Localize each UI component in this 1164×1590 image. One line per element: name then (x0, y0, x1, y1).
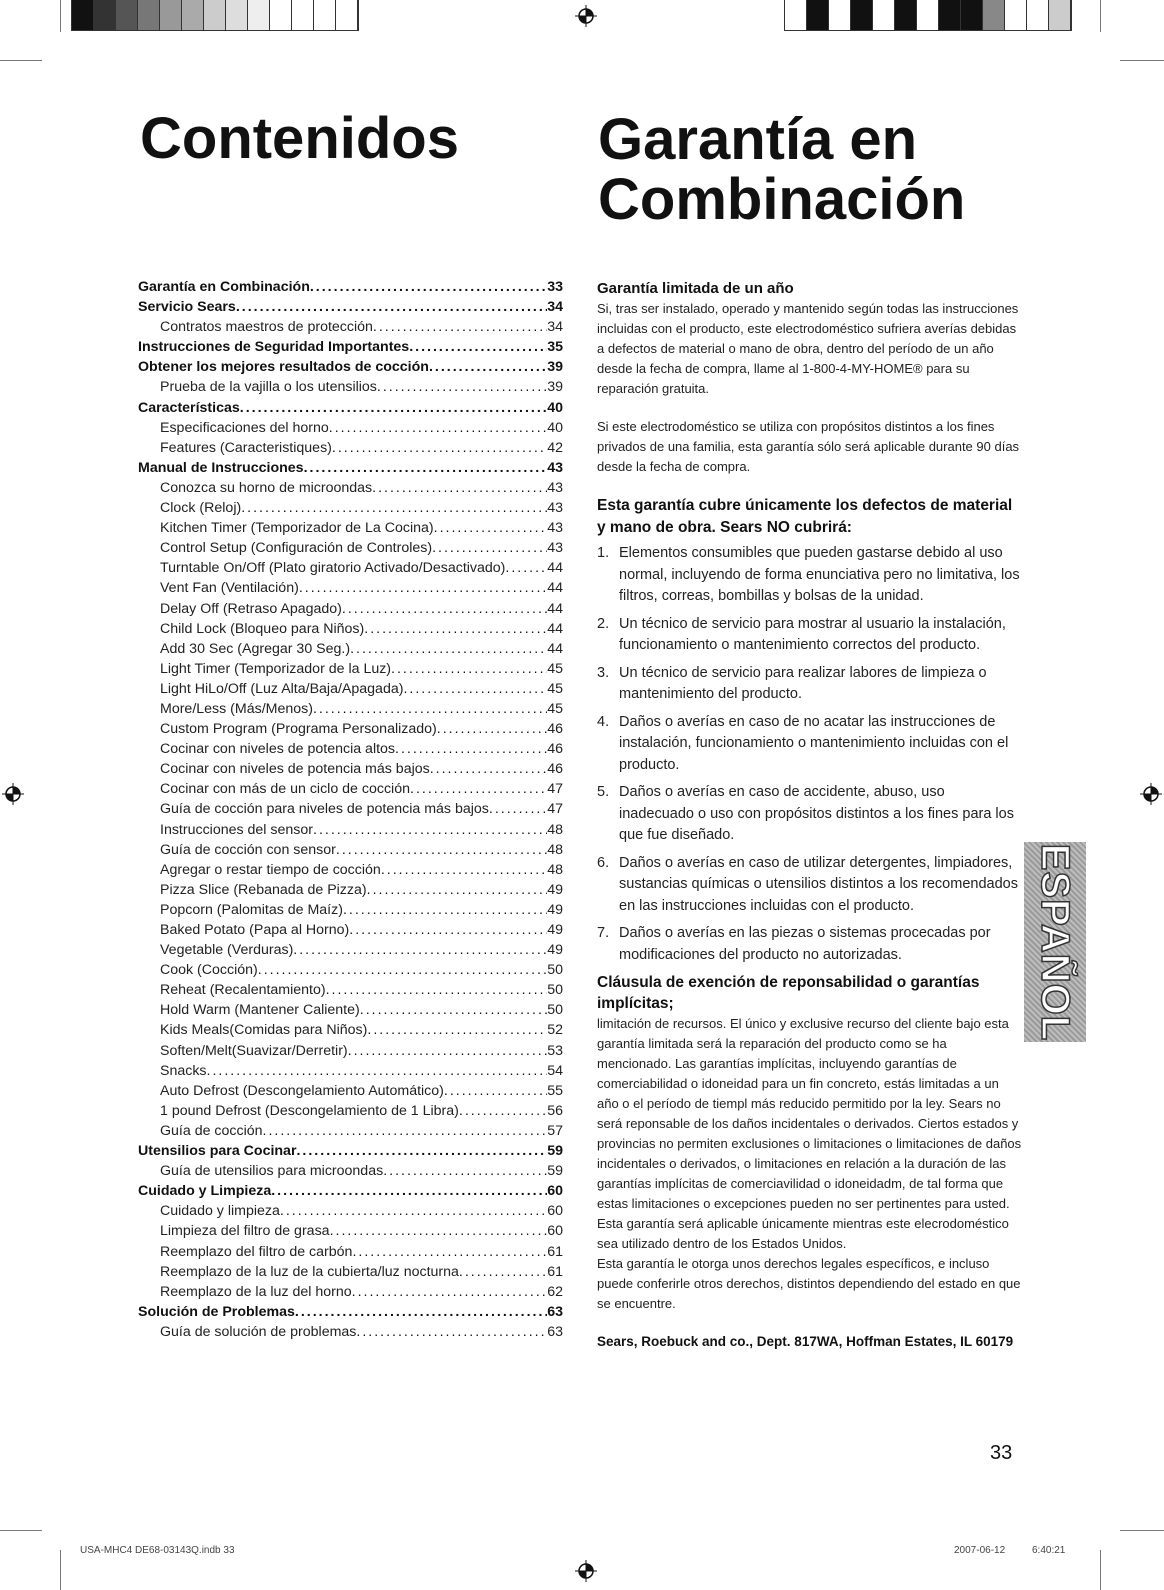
toc-page-number: 44 (547, 620, 563, 637)
toc-dot-leader (350, 641, 547, 657)
toc-dot-leader (240, 400, 547, 416)
toc-entry-title: Características (138, 399, 240, 416)
toc-entry-title: Servicio Sears (138, 299, 236, 316)
toc-dot-leader (430, 761, 548, 777)
toc-dot-leader (207, 1063, 548, 1079)
toc-entry-title: Obtener los mejores resultados de cocción (138, 359, 429, 376)
toc-entry-title: Guía de solución de problemas (160, 1323, 357, 1340)
exclusion-number: 6. (597, 854, 610, 871)
table-of-contents (138, 279, 563, 1344)
toc-entry-title: Guía de cocción para niveles de potencia más bajos (160, 801, 489, 818)
toc-dot-leader (410, 781, 547, 797)
toc-page-number: 33 (547, 279, 563, 295)
toc-page-number: 44 (547, 580, 563, 597)
toc-dot-leader (434, 520, 548, 536)
toc-entry-title: 1 pound Defrost (Descongelamiento de 1 Libra) (160, 1102, 459, 1119)
toc-page-number: 49 (547, 922, 563, 938)
toc-subentry (138, 621, 563, 641)
toc-page-number: 60 (547, 1223, 563, 1240)
toc-entry-title: Manual de Instrucciones (138, 459, 304, 476)
toc-entry-title: Solución de Problemas (138, 1303, 295, 1320)
toc-dot-leader (343, 902, 547, 918)
toc-subentry (138, 641, 563, 661)
toc-subentry (138, 1324, 563, 1344)
toc-dot-leader (330, 1223, 548, 1239)
toc-subentry (138, 1022, 563, 1042)
toc-subentry (138, 1264, 563, 1284)
toc-page-number: 62 (547, 1283, 563, 1300)
toc-dot-leader (342, 601, 547, 617)
toc-entry-title: Cuidado y Limpieza (138, 1183, 272, 1200)
toc-entry-title: Hold Warm (Mantener Caliente) (160, 1002, 360, 1019)
disclaimer-paragraph: Esta garantía será aplicable únicamente mientras este elecrodoméstico sea utilizado dentro de los Estados Unidos. (597, 1216, 1009, 1251)
toc-page-number: 48 (547, 861, 563, 878)
toc-page-number: 44 (547, 600, 563, 617)
disclaimer-paragraph: Esta garantía le otorga unos derechos legales específicos, e incluso puede conferirle otros derechos, distintos dependiendo del estado en que se encuentre. (597, 1256, 1021, 1311)
toc-entry-title: Guía de cocción (160, 1122, 263, 1139)
toc-page-number: 59 (547, 1143, 563, 1160)
warranty-heading: Garantía limitada de un año (597, 280, 794, 297)
toc-page-number: 50 (547, 982, 563, 999)
warranty-paragraph: Si este electrodoméstico se utiliza con propósitos distintos a los fines privados de una familia, esta garantía sólo será aplicable durante 90 días desde la fecha de compra. (597, 419, 1020, 474)
toc-dot-leader (444, 1083, 547, 1099)
print-slug-time: 6:40:21 (1032, 1545, 1066, 1556)
crop-mark (1100, 1550, 1101, 1590)
toc-subentry (138, 1083, 563, 1103)
toc-subentry (138, 882, 563, 902)
toc-subentry (138, 982, 563, 1002)
toc-page-number: 61 (547, 1243, 563, 1260)
toc-entry-title: Soften/Melt(Suavizar/Derretir) (160, 1042, 348, 1059)
exclusion-text: Daños o averías en caso de accidente, abuso, uso inadecuado o uso con propósitos distintos a los fines para los que fue diseñado. (619, 784, 1014, 843)
disclaimer-heading: Cláusula de exención de reponsabilidad o garantías implícitas; (597, 974, 980, 1012)
coverage-heading: Esta garantía cubre únicamente los defectos de material y mano de obra. Sears NO cubrirá: (597, 497, 1013, 536)
language-tab-label: ESPAÑOL (1033, 843, 1078, 1041)
exclusion-text: Un técnico de servicio para mostrar al usuario la instalación, funcionamiento o mantenimiento correctos del producto. (619, 615, 1006, 653)
toc-page-number: 56 (547, 1102, 563, 1119)
toc-dot-leader (236, 299, 547, 315)
toc-dot-leader (293, 942, 547, 958)
toc-subentry (138, 1203, 563, 1223)
toc-page-number: 45 (547, 680, 563, 697)
toc-page-number: 34 (547, 299, 563, 316)
toc-entry-title: Prueba de la vajilla o los utensilios (160, 379, 377, 396)
toc-dot-leader (326, 982, 548, 998)
toc-entry-title: Clock (Reloj) (160, 500, 242, 517)
toc-page-number: 39 (547, 359, 563, 376)
warranty-paragraph: Si, tras ser instalado, operado y mantenido según todas las instrucciones incluidas con el producto, este electrodoméstico sufriera averías debidas a defectos de material o mano de obra, dentro del período de un año desde la fecha de compra, llame al 1-800-4-MY-HOME® para su reparación gratuita. (597, 301, 1019, 396)
toc-section-entry (138, 299, 563, 319)
exclusion-number: 5. (597, 784, 610, 800)
toc-entry-title: Control Setup (Configuración de Controles) (160, 540, 433, 557)
exclusion-number: 2. (597, 615, 610, 632)
toc-subentry (138, 902, 563, 922)
toc-dot-leader (367, 882, 548, 898)
toc-dot-leader (329, 420, 547, 436)
toc-section-entry (138, 359, 563, 379)
warranty-title-line2: Combinación (598, 167, 966, 232)
toc-subentry (138, 701, 563, 721)
print-slug-date: 2007-06-12 (954, 1545, 1006, 1556)
toc-entry-title: Reemplazo de la luz de la cubierta/luz nocturna (160, 1263, 459, 1280)
toc-page-number: 43 (547, 520, 563, 537)
toc-entry-title: Pizza Slice (Rebanada de Pizza) (160, 881, 367, 898)
disclaimer-paragraph: limitación de recursos. El único y exclusive recurso del cliente bajo esta garantía limitada será la reparación del producto como se ha mencionado. Las garantías implícitas, incluyendo garantías de comerciabilidad o idoneidad para un fin concreto, estás limitadas a un año o el período de tiempl más reducido permitido por la ley. Sears no será reponsable de los daños incidentales o derivados. Ciertos estados y provincias no permiten exclusiones o limitaciones o limitaciones de daños incidentales o derivados, o limitaciones en relación a la duración de las garantías implícitas de comerciavilidad o idoneidadm, de tal forma que estas limitaciones o excepciones pueden no ser pertinentes para usted. (597, 1016, 1022, 1211)
toc-subentry (138, 842, 563, 862)
warranty-title-line1: Garantía en (598, 107, 918, 172)
toc-entry-title: Cocinar con más de un ciclo de cocción (160, 781, 410, 798)
toc-page-number: 54 (547, 1062, 563, 1079)
toc-page-number: 44 (547, 640, 563, 657)
registration-target-icon (1140, 783, 1162, 805)
crop-mark (0, 60, 42, 61)
toc-entry-title: Delay Off (Retraso Apagado) (160, 600, 342, 617)
toc-dot-leader (310, 279, 547, 295)
toc-dot-leader (403, 681, 547, 697)
toc-page-number: 43 (547, 459, 563, 476)
toc-entry-title: Baked Potato (Papa al Horno) (160, 922, 350, 938)
registration-bar-right (784, 0, 1072, 31)
exclusion-number: 4. (597, 713, 610, 730)
exclusion-item (597, 614, 1022, 657)
toc-subentry (138, 1163, 563, 1183)
toc-page-number: 49 (547, 901, 563, 918)
toc-page-number: 43 (547, 500, 563, 517)
toc-subentry (138, 440, 563, 460)
toc-page-number: 34 (547, 319, 563, 336)
warranty-title (598, 107, 1138, 232)
exclusion-item (597, 712, 1022, 777)
toc-dot-leader (429, 359, 547, 375)
toc-subentry (138, 580, 563, 600)
exclusion-text: Daños o averías en caso de no acatar las instrucciones de instalación, funcionamiento o mantenimiento incluidas con el producto. (619, 713, 1009, 773)
registration-target-icon (575, 1560, 597, 1582)
toc-dot-leader (336, 842, 547, 858)
toc-dot-leader (381, 862, 547, 878)
toc-subentry (138, 862, 563, 882)
toc-dot-leader (505, 560, 547, 576)
toc-entry-title: Agregar o restar tiempo de cocción (160, 861, 381, 878)
toc-dot-leader (432, 540, 547, 556)
toc-page-number: 57 (547, 1122, 563, 1139)
toc-dot-leader (299, 580, 547, 596)
exclusion-item (597, 923, 1022, 966)
toc-dot-leader (364, 621, 547, 637)
toc-entry-title: Child Lock (Bloqueo para Niños) (160, 620, 365, 637)
toc-dot-leader (395, 741, 547, 757)
toc-subentry (138, 741, 563, 761)
toc-dot-leader (367, 1022, 547, 1038)
toc-section-entry (138, 1183, 563, 1203)
toc-dot-leader (348, 1043, 548, 1059)
toc-page-number: 49 (547, 881, 563, 898)
toc-subentry (138, 520, 563, 540)
language-tab (1024, 842, 1086, 1042)
toc-entry-title: Contratos maestros de protección (160, 319, 373, 336)
print-slug-file: USA-MHC4 DE68-03143Q.indb 33 (80, 1545, 235, 1556)
toc-section-entry (138, 460, 563, 480)
exclusion-item (597, 853, 1022, 918)
toc-subentry (138, 681, 563, 701)
crop-mark (0, 1530, 42, 1531)
toc-entry-title: Instrucciones del sensor (160, 821, 313, 838)
toc-subentry (138, 601, 563, 621)
exclusion-text: Un técnico de servicio para realizar labores de limpieza o mantenimiento del producto. (619, 664, 987, 702)
exclusion-item (597, 663, 1022, 706)
toc-entry-title: Reemplazo del filtro de carbón (160, 1243, 353, 1260)
toc-entry-title: Add 30 Sec (Agregar 30 Seg.) (160, 640, 351, 657)
toc-subentry (138, 761, 563, 781)
toc-entry-title: Auto Defrost (Descongelamiento Automático) (160, 1082, 444, 1099)
toc-subentry (138, 1244, 563, 1264)
toc-subentry (138, 1284, 563, 1304)
toc-entry-title: Cocinar con niveles de potencia altos (160, 741, 396, 758)
toc-entry-title: Vent Fan (Ventilación) (160, 580, 299, 597)
toc-page-number: 50 (547, 962, 563, 979)
toc-entry-title: Snacks (160, 1062, 207, 1079)
toc-entry-title: Cook (Cocción) (160, 962, 258, 979)
toc-dot-leader (352, 1244, 547, 1260)
toc-entry-title: Cuidado y limpieza (160, 1203, 280, 1220)
exclusion-text: Elementos consumibles que pueden gastarse debido al uso normal, incluyendo de forma enunciativa pero no limitativa, los filtros, correas, bombillas y bolsas de la unidad. (619, 545, 1020, 604)
toc-dot-leader (377, 379, 547, 395)
toc-page-number: 60 (547, 1183, 563, 1200)
toc-dot-leader (241, 500, 547, 516)
toc-dot-leader (409, 339, 547, 355)
crop-mark (1120, 1530, 1164, 1531)
toc-page-number: 49 (547, 942, 563, 959)
toc-subentry (138, 962, 563, 982)
toc-subentry (138, 1002, 563, 1022)
toc-page-number: 60 (547, 1203, 563, 1220)
toc-entry-title: Guía de cocción con sensor (160, 841, 336, 858)
toc-subentry (138, 319, 563, 339)
toc-entry-title: Utensilios para Cocinar (138, 1143, 297, 1160)
exclusion-number: 1. (597, 545, 610, 561)
toc-entry-title: Custom Program (Programa Personalizado) (160, 721, 437, 738)
toc-page-number: 46 (547, 721, 563, 738)
toc-section-entry (138, 1304, 563, 1324)
toc-page-number: 43 (547, 479, 563, 496)
toc-page-number: 45 (547, 700, 563, 717)
toc-dot-leader (271, 1183, 547, 1199)
toc-dot-leader (304, 460, 548, 476)
toc-entry-title: Cocinar con niveles de potencia más bajos (160, 761, 430, 778)
toc-subentry (138, 480, 563, 500)
toc-dot-leader (313, 701, 547, 717)
toc-entry-title: Garantía en Combinación (138, 279, 310, 295)
toc-page-number: 39 (547, 379, 563, 396)
toc-subentry (138, 721, 563, 741)
sears-address: Sears, Roebuck and co., Dept. 817WA, Hoffman Estates, IL 60179 (597, 1334, 1014, 1349)
contents-title: Contenidos (140, 106, 459, 171)
toc-dot-leader (373, 319, 547, 335)
exclusion-item (597, 543, 1022, 608)
toc-subentry (138, 801, 563, 821)
toc-page-number: 44 (547, 560, 563, 577)
toc-dot-leader (352, 1284, 548, 1300)
registration-bar-left (71, 0, 359, 31)
toc-subentry (138, 922, 563, 942)
toc-section-entry (138, 279, 563, 299)
toc-dot-leader (489, 801, 547, 817)
toc-page-number: 35 (547, 339, 563, 356)
toc-dot-leader (383, 1163, 547, 1179)
crop-mark (60, 0, 61, 32)
toc-subentry (138, 540, 563, 560)
toc-dot-leader (391, 661, 547, 677)
toc-entry-title: Kids Meals(Comidas para Niños) (160, 1022, 368, 1039)
crop-mark (1100, 0, 1101, 32)
toc-page-number: 40 (547, 419, 563, 436)
exclusion-text: Daños o averías en caso de utilizar detergentes, limpiadores, sustancias químicas o utensilios distintos a los recomendados en las instrucciones incluidas con el producto. (619, 854, 1018, 914)
toc-entry-title: Reemplazo de la luz del horno (160, 1283, 352, 1300)
toc-dot-leader (360, 1002, 547, 1018)
toc-entry-title: Kitchen Timer (Temporizador de La Cocina) (160, 520, 434, 537)
toc-page-number: 63 (547, 1323, 563, 1340)
toc-entry-title: Conozca su horno de microondas (160, 479, 373, 496)
toc-page-number: 48 (547, 821, 563, 838)
toc-dot-leader (295, 1304, 547, 1320)
toc-entry-title: Instrucciones de Seguridad Importantes (138, 339, 410, 356)
toc-entry-title: Limpieza del filtro de grasa (160, 1223, 330, 1240)
warranty-section (597, 279, 1022, 1352)
toc-page-number: 47 (547, 781, 563, 798)
toc-entry-title: Turntable On/Off (Plato giratorio Activado/Desactivado) (160, 560, 506, 577)
toc-page-number: 46 (547, 761, 563, 778)
toc-page-number: 48 (547, 841, 563, 858)
toc-page-number: 40 (547, 399, 563, 416)
toc-entry-title: Light Timer (Temporizador de la Luz) (160, 660, 392, 677)
toc-dot-leader (332, 440, 547, 456)
toc-page-number: 47 (547, 801, 563, 818)
toc-subentry (138, 560, 563, 580)
toc-page-number: 43 (547, 540, 563, 557)
toc-subentry (138, 1043, 563, 1063)
toc-dot-leader (296, 1143, 547, 1159)
toc-page-number: 46 (547, 741, 563, 758)
toc-page-number: 45 (547, 660, 563, 677)
toc-page-number: 59 (547, 1163, 563, 1180)
toc-entry-title: Reheat (Recalentamiento) (160, 982, 326, 999)
page-number: 33 (990, 1442, 1013, 1464)
toc-entry-title: Light HiLo/Off (Luz Alta/Baja/Apagada) (160, 680, 404, 697)
toc-page-number: 63 (547, 1303, 563, 1320)
registration-target-icon (2, 783, 24, 805)
toc-dot-leader (349, 922, 547, 938)
toc-subentry (138, 1103, 563, 1123)
toc-dot-leader (356, 1324, 547, 1340)
toc-dot-leader (459, 1264, 547, 1280)
toc-page-number: 53 (547, 1042, 563, 1059)
toc-dot-leader (459, 1103, 547, 1119)
toc-subentry (138, 1223, 563, 1243)
toc-entry-title: Especificaciones del horno (160, 419, 329, 436)
toc-subentry (138, 1123, 563, 1143)
exclusion-text: Daños o averías en las piezas o sistemas procecadas por modificaciones del producto no autorizadas. (619, 925, 991, 963)
toc-page-number: 52 (547, 1022, 563, 1039)
toc-entry-title: More/Less (Más/Menos) (160, 700, 313, 717)
toc-subentry (138, 822, 563, 842)
toc-page-number: 50 (547, 1002, 563, 1019)
registration-target-icon (575, 5, 597, 27)
toc-section-entry (138, 1143, 563, 1163)
toc-subentry (138, 379, 563, 399)
toc-subentry (138, 420, 563, 440)
toc-subentry (138, 942, 563, 962)
toc-dot-leader (313, 822, 547, 838)
toc-dot-leader (280, 1203, 547, 1219)
toc-section-entry (138, 339, 563, 359)
toc-page-number: 42 (547, 439, 563, 456)
toc-entry-title: Vegetable (Verduras) (160, 942, 294, 959)
toc-subentry (138, 1063, 563, 1083)
crop-mark (60, 1550, 61, 1590)
exclusion-number: 7. (597, 925, 610, 941)
toc-dot-leader (263, 1123, 548, 1139)
exclusion-item (597, 782, 1022, 847)
toc-subentry (138, 500, 563, 520)
exclusions-list (597, 543, 1022, 966)
toc-dot-leader (437, 721, 547, 737)
toc-section-entry (138, 400, 563, 420)
toc-dot-leader (258, 962, 547, 978)
toc-entry-title: Guía de utensilios para microondas (160, 1163, 384, 1180)
toc-entry-title: Popcorn (Palomitas de Maíz) (160, 901, 343, 918)
toc-subentry (138, 661, 563, 681)
exclusion-number: 3. (597, 664, 610, 681)
toc-page-number: 61 (547, 1263, 563, 1280)
toc-page-number: 55 (547, 1082, 563, 1099)
toc-subentry (138, 781, 563, 801)
crop-mark (1120, 60, 1164, 61)
toc-entry-title: Features (Caracteristiques) (160, 439, 332, 456)
toc-dot-leader (372, 480, 547, 496)
